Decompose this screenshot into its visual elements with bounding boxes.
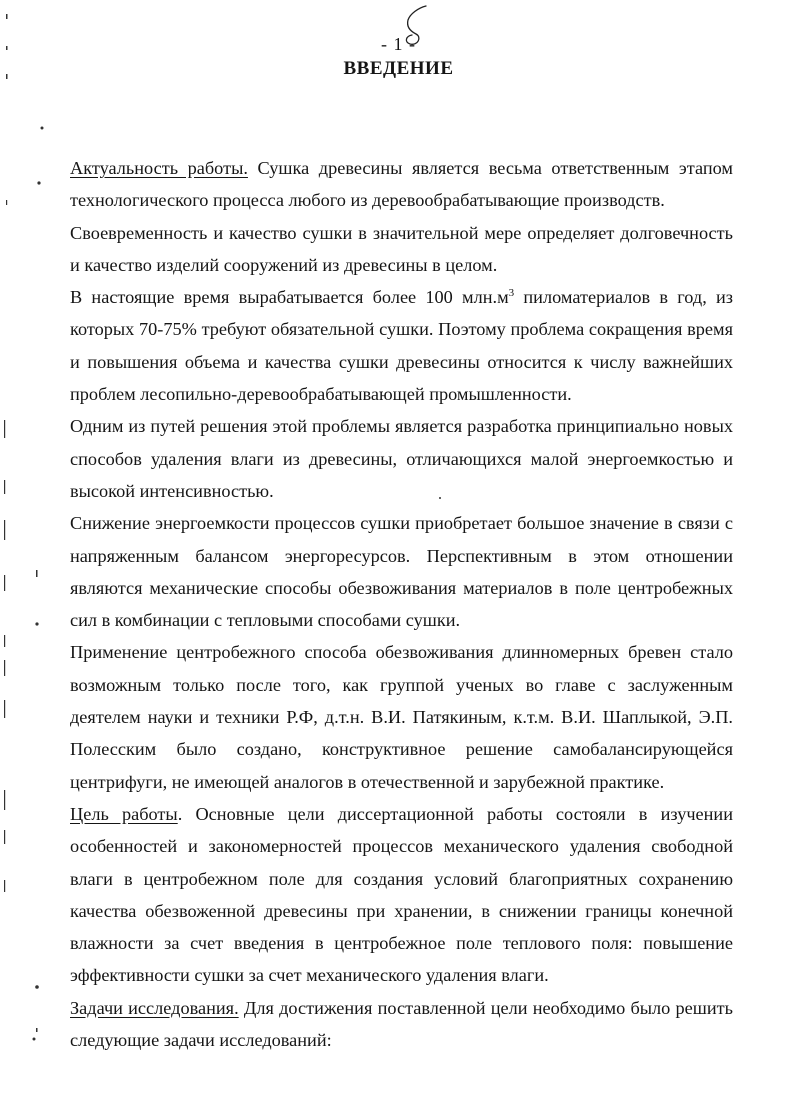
paragraph-relevance (70, 152, 733, 217)
paragraph-tasks (70, 992, 733, 1057)
paragraph-energy: Снижение энергоемкости процессов сушки приобретает большое значение в связи с напряженным балансом энергоресурсов. Перспективным в этом отношении являются механические способы обезвоживания материалов в поле центробежных сил в комбинации с тепловыми способами сушки. (70, 513, 733, 631)
goal-label: Цель работы (70, 803, 178, 824)
tasks-label: Задачи исследования. (70, 997, 239, 1018)
relevance-label: Актуальность работы. (70, 158, 248, 178)
relevance-text: Сушка древесины является весьма ответственным этапом технологического процесса любого из деревообрабатывающие производств. (70, 158, 733, 211)
paragraph-timeliness: Своевременность и качество сушки в значительной мере определяет долговечность и качество изделий сооружений из древесины в целом. (70, 222, 733, 275)
volume-superscript: 3 (508, 287, 515, 300)
paragraph-solution: Одним из путей решения этой проблемы является разработка принципиально новых способов удаления влаги из древесины, отличающихся малой энергоемкостью и высокой интенсивностью. (70, 416, 733, 501)
tasks-text: Для достижения поставленной цели необходимо было решить следующие задачи исследований: (70, 997, 733, 1051)
paragraph-centrifuge: Применение центробежного способа обезвоживания длинномерных бревен стало возможным только после того, как группой ученых во главе с заслуженным деятелем науки и техники Р.Ф, д.т.н. В.И. Патякиным, к.т.м. В.И. Шаплыкой, Э.П. Полесским было создано, конструктивное решение самобалансирующейся центрифуги, не имеющей аналогов в отечественной и зарубежной практике. (70, 642, 733, 792)
goal-text: . Основные цели диссертационной работы состояли в изучении особенностей и закономерностей процессов механического удаления свободной влаги в центробежном поле для создания условий благоприятных сохранению качества обезвоженной древесины при хранении, в снижении границы конечной влажности за счет введения в центробежное поле теплового поля: повышение эффективности сушки за счет механического удаления влаги. (70, 803, 734, 986)
page-number: - 1 - (381, 34, 416, 54)
body-text (70, 152, 733, 1056)
volume-text-after: пиломатериалов в год, из которых 70-75% требуют обязательной сушки. Поэтому проблема сокращения время и повышения объема и качества сушки древесины относится к числу важнейших проблем лесопильно-деревообрабатывающей промышленности. (70, 287, 733, 405)
volume-text-before: В настоящие время вырабатывается более 100 млн.м (70, 287, 509, 308)
page-title: ВВЕДЕНИЕ (343, 58, 454, 79)
paragraph-volume (70, 281, 733, 410)
paragraph-goal (70, 798, 733, 992)
